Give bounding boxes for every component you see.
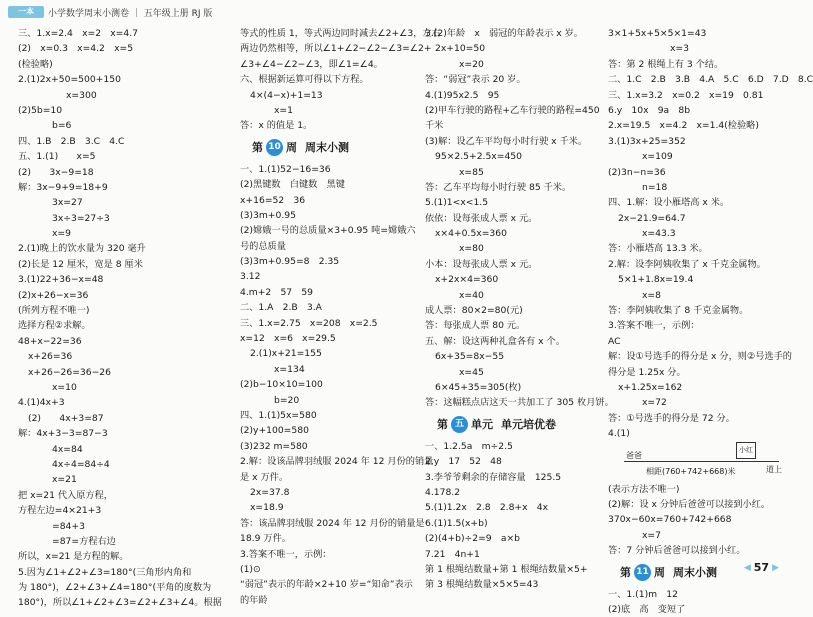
text-line: 号的总质量 [240,240,286,252]
section-number-badge: 五 [451,416,468,433]
text-line: 2.解：设该品牌羽绒服 2024 年 12 月份的销量 [240,456,434,468]
section-heading [252,136,418,160]
section-title: 周末小测 [673,565,717,579]
text-line: (2)甲车行驶的路程+乙车行驶的路程=450 [425,104,600,116]
text-line: x=134 [274,363,305,375]
text-line: (2) x=0.3 x=4.2 x=5 [18,43,134,55]
text-line: x=109 [642,151,673,163]
heading-prefix: 第 [437,418,448,432]
text-line: 4.m+2 57 59 [240,286,314,298]
text-line: x+16=52 36 [240,194,306,206]
text-line: 答：李阿姨收集了 8 千克金属物。 [608,305,749,317]
text-line: 把 x=21 代入原方程， [18,489,113,501]
text-line: 2x+10=50 [435,43,486,55]
column-3 [425,26,614,591]
text-line: (3)3m+0.95=8 2.35 [240,256,340,268]
text-line: 得分是 1.25x 分。 [608,366,686,378]
text-line: 3x=27 [52,197,83,209]
diagram-left-label: 爸爸 [626,450,642,460]
text-line: 答：“弱冠”表示 20 岁。 [425,74,526,86]
text-line: 三、1.x=2.4 x=2 x=4.7 [18,28,138,39]
text-line: 答：①号选手的得分是 72 分。 [608,412,735,424]
text-line: x=43.3 [642,228,676,240]
text-line: x=3 [670,43,689,55]
text-line: 答：第 2 根绳上有 3 个结。 [608,58,724,70]
text-line: 四、1.B 2.B 3.C 4.C [18,135,125,147]
text-line: x+26=36 [28,351,73,363]
text-line: 四、1.解：设小雁塔高 x 米。 [608,197,730,209]
text-line: x=45 [459,366,484,378]
text-line: x=18.9 [250,502,284,514]
text-line: x=8 [642,289,661,301]
text-line: x=80 [459,243,484,255]
text-line: 4x÷4=84÷4 [52,458,110,470]
text-line: 答：乙车平均每小时行驶 85 千米。 [425,181,572,193]
text-line: 3.答案不唯一，示例： [240,548,332,560]
text-line: 第 1 根绳结数量+第 1 根绳结数量×5+ [425,563,588,575]
text-line: (2)嫦娥一号的总质量×3+0.95 吨=嫦娥六 [240,225,416,237]
text-line: 3.(1)22+36−x=48 [18,274,104,286]
text-line: 2.(1)2x+50=500+150 [18,74,121,86]
page-number: 57 [753,561,770,574]
text-line: n=18 [642,181,668,193]
text-line: 成人票：80×2=80(元) [425,305,523,317]
text-line: 2x−21.9=64.7 [618,212,686,224]
text-line: 五、解：设这两种礼盒各有 x 个。 [425,335,565,347]
text-line: 3×1+5x+5×5×1=43 [608,28,707,39]
text-line: 2.(1)晚上的饮水量为 320 毫升 [18,243,146,255]
text-line: 是 x 万件。 [240,471,289,483]
text-line: (2)长是 12 厘米，宽是 8 厘米 [18,258,143,270]
text-line: 方程左边=4×21+3 [18,505,102,517]
heading-prefix: 第 [620,565,631,579]
text-line: 3.李爷爷剩余的存储容量 125.5 [425,471,562,483]
text-line: x=72 [642,397,667,409]
text-line: x+2x×4=360 [435,274,499,286]
text-line: x=40 [459,289,484,301]
text-line: 2.解：设李阿姨收集了 x 千克金属物。 [608,258,766,270]
text-line: x=9 [52,228,71,240]
text-line: 5×1+1.8x=19.4 [618,274,694,286]
text-line: 4×(4−x)+1=13 [250,89,323,101]
text-line: 6.(1)1.5(x+b) [425,517,488,529]
text-line: 两边仍然相等，所以∠1+∠2−∠2−∠3=∠2+ [240,43,432,55]
text-line: 答：小雁塔高 13.3 米。 [608,243,708,255]
text-line: (2)b−10×10=100 [240,379,323,391]
text-line: 第 3 根绳结数量×5×5=43 [425,579,539,591]
prev-arrow-icon: ◀ [743,562,751,573]
text-line: 答：该品牌羽绒服 2024 年 12 月份的销量是 [240,517,425,529]
text-line: 3.答案不唯一，示例： [608,320,700,332]
column-4 [608,26,813,615]
text-line: 一、1.2.5a m÷2.5 [425,440,513,452]
text-line: (2)底 高 变短了 [608,603,686,615]
text-line: (2)黑键数 白键数 黑键 [240,179,345,191]
text-line: (3)232 m=580 [240,440,308,452]
text-line: (2)y+100=580 [240,425,309,437]
text-line: x=12 x=6 x=29.5 [240,333,336,345]
text-line: 一、1.(1)m 12 [608,588,678,600]
text-line: 答：这幅糕点店这天一共加工了 305 枚月饼。 [425,397,614,409]
text-line: 答：x 的值是 1。 [240,120,313,132]
text-line: (表示方法不唯一) [608,483,680,495]
diagram-bottom-label: 相距(760+742+668)米 [646,466,736,476]
text-line: 2x=37.8 [250,486,290,498]
text-line: 2.(1)x+21=155 [250,348,322,360]
text-line: 所以，x=21 是方程的解。 [18,551,129,563]
diagram-end-label: 道上 [766,464,782,474]
text-line: 5.(1)1<x<1.5 [425,197,489,209]
text-line: 18.9 万件。 [240,533,291,545]
text-line: 三、1.x=3.2 x=0.2 x=19 0.81 [608,89,764,101]
next-arrow-icon: ▶ [772,562,779,573]
text-line: x=85 [459,166,484,178]
text-line: 六、根据新运算可得以下方程。 [240,74,369,86]
text-line: 为 180°)，∠2+∠3+∠4=180°(平角的度数为 [18,582,212,594]
text-line: x+26−26=36−26 [28,366,111,378]
text-line: 4x=84 [52,443,83,455]
text-line: x=1 [274,104,293,116]
text-line: 选择方程②求解。 [18,320,91,332]
text-line: 答：7 分钟后爸爸可以接到小红。 [608,545,746,557]
text-line: 6x+35=8x−55 [435,351,505,363]
page-footer [741,561,782,574]
text-line: 180°)，所以∠1+∠2+∠3=∠2+∠3+∠4。根据 [18,597,222,609]
text-line: AC [608,335,621,347]
text-line: (2)x+26−x=36 [18,289,89,301]
page-header [0,0,800,22]
text-line: x+1.25x=162 [618,381,683,393]
text-line: 二、1.C 2.B 3.B 4.A 5.C 6.D 7.D 8.C [608,74,813,86]
text-line: (1)⊙ [240,563,261,575]
text-line: (2)解：设 x 分钟后爸爸可以接到小红。 [608,498,771,510]
text-line: 4.178.2 [425,486,461,498]
text-line: 等式的性质 1，等式两边同时减去∠2+∠3，左右 [240,28,441,39]
text-line: b=20 [274,394,300,406]
text-line: =87=方程右边 [52,535,116,547]
text-line: 2.x=19.5 x=4.2 x=1.4(检验略) [608,120,759,132]
text-line: 2.y 17 52 48 [425,456,502,468]
text-line: 5.因为∠1+∠2+∠3=180°(三角形内角和 [18,566,192,578]
book-title: 小学数学周末小测卷 ｜ 五年级上册 RJ 版 [48,9,213,19]
diagram-right-label: 小红 [736,442,756,459]
text-line: 3x÷3=27÷3 [52,212,110,224]
heading-suffix: 周 [654,565,665,579]
text-line: 7.21 4n+1 [425,548,480,560]
text-line: 370x−60x=760+742+668 [608,514,732,526]
text-line: (2) 4x+3=87 [28,412,104,424]
text-line: 3.(1)3x+25=352 [608,135,686,147]
text-line: 解：设①号选手的得分是 x 分，则②号选手的 [608,351,792,363]
text-line: (2)(4+b)÷2=9 a×b [425,533,520,545]
text-line: (所列方程不唯一) [18,305,90,317]
text-line: ∠3+∠4−∠2−∠3，即∠1=∠4。 [240,58,383,70]
text-line: 6×45+35=305(枚) [435,381,522,393]
heading-prefix: 第 [252,141,263,155]
text-line: (2)3n−n=36 [608,166,666,178]
text-line: 4.(1) [608,428,630,440]
section-heading [437,413,603,437]
text-line: 三、1.x=2.75 x=208 x=2.5 [240,317,378,329]
section-number-badge: 10 [266,139,283,156]
section-number-badge: 11 [634,564,651,581]
text-line: 6.y 10x 9a 8b [608,104,691,116]
text-line: (3)3m+0.95 [240,209,296,221]
text-line: 5.(1)1.2x 2.8 2.8+x 4x [425,502,549,514]
text-line: 的年龄 [240,594,268,606]
text-line: 一、1.(1)52−16=36 [240,163,331,175]
text-line: 二、1.A 2.B 3.A [240,302,322,314]
text-line: 3.(2)年龄 x 弱冠的年龄表示 x 岁。 [425,28,583,39]
heading-suffix: 周 [286,141,297,155]
text-line: 95×2.5+2.5x=450 [435,151,522,163]
text-line: (2)5b=10 [18,104,63,116]
distance-diagram [616,442,793,482]
diagram-line [624,461,779,462]
text-line: 小本：设每张成人票 x 元。 [425,258,538,270]
text-line: 48+x−22=36 [18,335,82,347]
text-line: 五、1.(1) x=5 [18,151,96,163]
text-line: x=21 [52,474,77,486]
section-title: 单元培优卷 [501,418,556,432]
column-1 [18,26,230,609]
text-line: “弱冠”表示的年龄×2+10 岁=“知命”表示 [240,579,413,591]
text-line: x=7 [642,529,661,541]
text-line: b=6 [52,120,72,132]
text-line: =84+3 [52,520,85,532]
text-line: x=10 [52,381,77,393]
heading-suffix: 单元 [471,418,493,432]
text-line: 3.12 [240,271,261,283]
text-line: (3)解：设乙车平均每小时行驶 x 千米。 [425,135,588,147]
text-line: 4.(1)4x+3 [18,397,65,409]
text-line: x=300 [66,89,97,101]
text-line: 依依：设每张成人票 x 元。 [425,212,538,224]
text-line: x×4+0.5x=360 [435,228,507,240]
text-line: 四、1.(1)5x=580 [240,409,317,421]
series-logo: 一本 [8,6,44,18]
text-line: 解：4x+3−3=87−3 [18,428,108,440]
text-line: 解：3x−9+9=18+9 [18,181,108,193]
text-line: 4.(1)95x2.5 95 [425,89,500,101]
text-line: (2) 3x−9=18 [18,166,94,178]
section-title: 周末小测 [305,141,349,155]
text-line: 千米 [425,120,444,132]
text-line: 答：每张成人票 80 元。 [425,320,526,332]
text-line: (检验略) [18,58,53,70]
text-line: x=20 [459,58,484,70]
